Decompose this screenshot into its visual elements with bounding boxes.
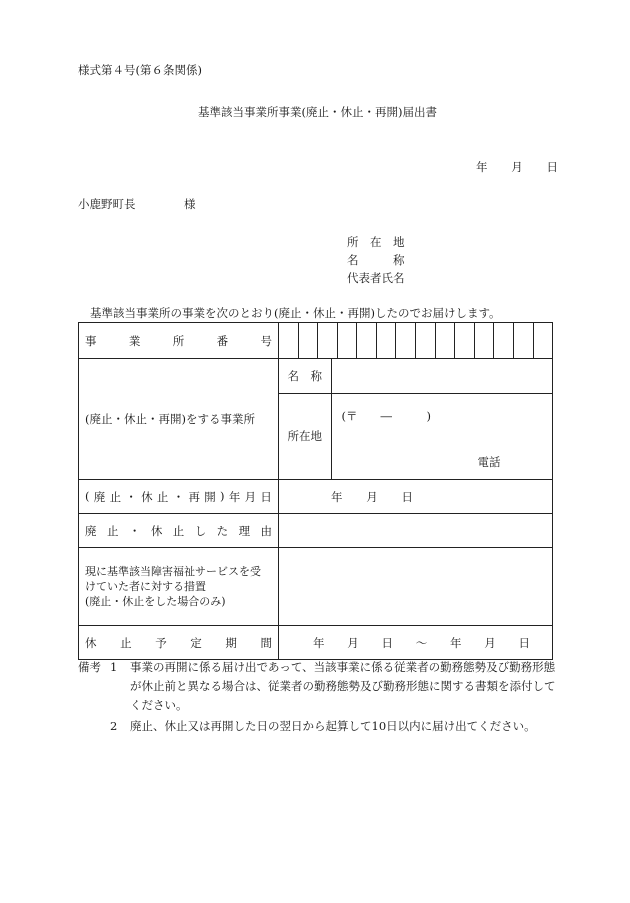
label-char: 休 bbox=[150, 523, 163, 538]
label-char: ( bbox=[85, 488, 90, 503]
period-field[interactable] bbox=[279, 626, 553, 660]
label-char: 定 bbox=[190, 635, 202, 650]
day-label: 日 bbox=[546, 160, 558, 174]
day-label: 日 bbox=[381, 635, 393, 650]
office-label-text: (廃止・休止・再開)をする事業所 bbox=[85, 412, 255, 426]
label-char: 廃 bbox=[85, 523, 97, 538]
year-label: 年 bbox=[313, 635, 325, 650]
digit-box[interactable] bbox=[435, 323, 455, 358]
digit-box[interactable] bbox=[279, 323, 298, 358]
office-address-field[interactable] bbox=[331, 393, 552, 479]
label-char: 止 bbox=[120, 635, 132, 650]
digit-box[interactable] bbox=[533, 323, 553, 358]
label-char: 業 bbox=[128, 333, 141, 348]
addressee-honorific: 様 bbox=[184, 197, 196, 211]
digit-box[interactable] bbox=[317, 323, 337, 358]
form-title: 基準該当事業所事業(廃止・休止・再開)届出書 bbox=[198, 105, 437, 119]
label-char: ・ bbox=[128, 523, 141, 538]
tilde-separator: ～ bbox=[415, 635, 428, 650]
date-line bbox=[476, 159, 558, 175]
label-char: し bbox=[194, 523, 207, 538]
applicant-representative-label: 代表者氏名 bbox=[347, 271, 405, 285]
label-char: 年 bbox=[228, 489, 241, 504]
label-char: 事 bbox=[85, 333, 97, 348]
label-char: 止 bbox=[156, 489, 169, 504]
date-label bbox=[79, 480, 279, 514]
remark-text: 事業の再開に係る届け出であって、当該事業に係る従業者の勤務態勢及び勤務形態が休止前と異なる場合は、従業者の勤務態勢及び勤務形態に関する書類を添付してください。 bbox=[130, 660, 556, 712]
label-char: 期 bbox=[225, 635, 237, 650]
label-char: 廃 bbox=[93, 489, 106, 504]
office-number-boxes[interactable] bbox=[279, 323, 553, 359]
addressee-name: 小鹿野町長 bbox=[78, 197, 136, 211]
office-details bbox=[279, 359, 553, 480]
digit-box[interactable] bbox=[376, 323, 396, 358]
label-char: 休 bbox=[141, 489, 153, 504]
remarks-tag: 備考 bbox=[78, 660, 101, 674]
address-label: 所在地 bbox=[279, 393, 331, 479]
digit-box[interactable] bbox=[395, 323, 415, 358]
label-char: 由 bbox=[260, 523, 272, 538]
measures-label bbox=[79, 548, 279, 626]
year-label: 年 bbox=[331, 489, 343, 504]
digit-box[interactable] bbox=[415, 323, 435, 358]
reason-field[interactable] bbox=[279, 514, 553, 548]
digit-box[interactable] bbox=[474, 323, 494, 358]
label-char: ) bbox=[220, 488, 225, 503]
date-field[interactable] bbox=[279, 480, 553, 514]
label-char: た bbox=[216, 523, 229, 538]
day-label: 日 bbox=[518, 635, 530, 650]
remark-number: 2 bbox=[110, 719, 118, 733]
remark-item bbox=[78, 658, 558, 715]
measures-label-line: けていた者に対する措置 bbox=[85, 580, 206, 593]
office-label bbox=[79, 359, 279, 480]
remark-number: 1 bbox=[110, 660, 118, 674]
label-char: 所 bbox=[172, 333, 185, 348]
day-label: 日 bbox=[401, 489, 413, 504]
name-label: 名 称 bbox=[279, 359, 331, 393]
office-name-field[interactable] bbox=[331, 359, 552, 393]
month-label: 月 bbox=[484, 635, 496, 650]
applicant-location-label: 所 在 地 bbox=[347, 235, 405, 249]
label-char: ・ bbox=[125, 489, 137, 504]
measures-label-line: 現に基準該当障害福祉サービスを受 bbox=[85, 565, 261, 578]
month-label: 月 bbox=[511, 160, 523, 174]
digit-box[interactable] bbox=[298, 323, 318, 358]
year-label: 年 bbox=[450, 635, 462, 650]
month-label: 月 bbox=[366, 489, 378, 504]
year-label: 年 bbox=[476, 160, 488, 174]
label-char: 止 bbox=[106, 523, 119, 538]
digit-box[interactable] bbox=[356, 323, 376, 358]
digit-box[interactable] bbox=[513, 323, 533, 358]
digit-box[interactable] bbox=[454, 323, 474, 358]
label-char: 休 bbox=[85, 635, 97, 650]
office-number-label bbox=[79, 323, 279, 359]
measures-field[interactable] bbox=[279, 548, 553, 626]
postal-code-text: (〒 ― ) bbox=[341, 408, 431, 423]
digit-box[interactable] bbox=[337, 323, 357, 358]
label-char: 間 bbox=[260, 635, 272, 650]
remark-text: 廃止、休止又は再開した日の翌日から起算して10日以内に届け出てください。 bbox=[130, 719, 536, 733]
digit-box[interactable] bbox=[493, 323, 513, 358]
remark-item bbox=[78, 717, 558, 736]
label-char: 止 bbox=[109, 489, 122, 504]
reason-label bbox=[79, 514, 279, 548]
label-char: 予 bbox=[155, 635, 167, 650]
form-number: 様式第４号(第６条関係) bbox=[78, 63, 202, 77]
period-label bbox=[79, 626, 279, 660]
intro-text: 基準該当事業所の事業を次のとおり(廃止・休止・再開)したのでお届けします。 bbox=[90, 306, 501, 320]
label-char: 開 bbox=[204, 489, 216, 504]
label-char: 月 bbox=[244, 489, 257, 504]
applicant-name-label: 名 称 bbox=[347, 253, 405, 267]
label-char: ・ bbox=[172, 489, 185, 504]
measures-label-line: (廃止・休止をした場合のみ) bbox=[85, 595, 226, 608]
notification-table bbox=[78, 322, 553, 660]
phone-label: 電話 bbox=[477, 454, 501, 469]
label-char: 日 bbox=[260, 489, 272, 504]
remarks bbox=[78, 658, 558, 736]
month-label: 月 bbox=[347, 635, 359, 650]
label-char: 理 bbox=[238, 523, 251, 538]
label-char: 号 bbox=[260, 333, 272, 348]
label-char: 再 bbox=[188, 489, 200, 504]
label-char: 止 bbox=[172, 523, 185, 538]
label-char: 番 bbox=[216, 333, 229, 348]
